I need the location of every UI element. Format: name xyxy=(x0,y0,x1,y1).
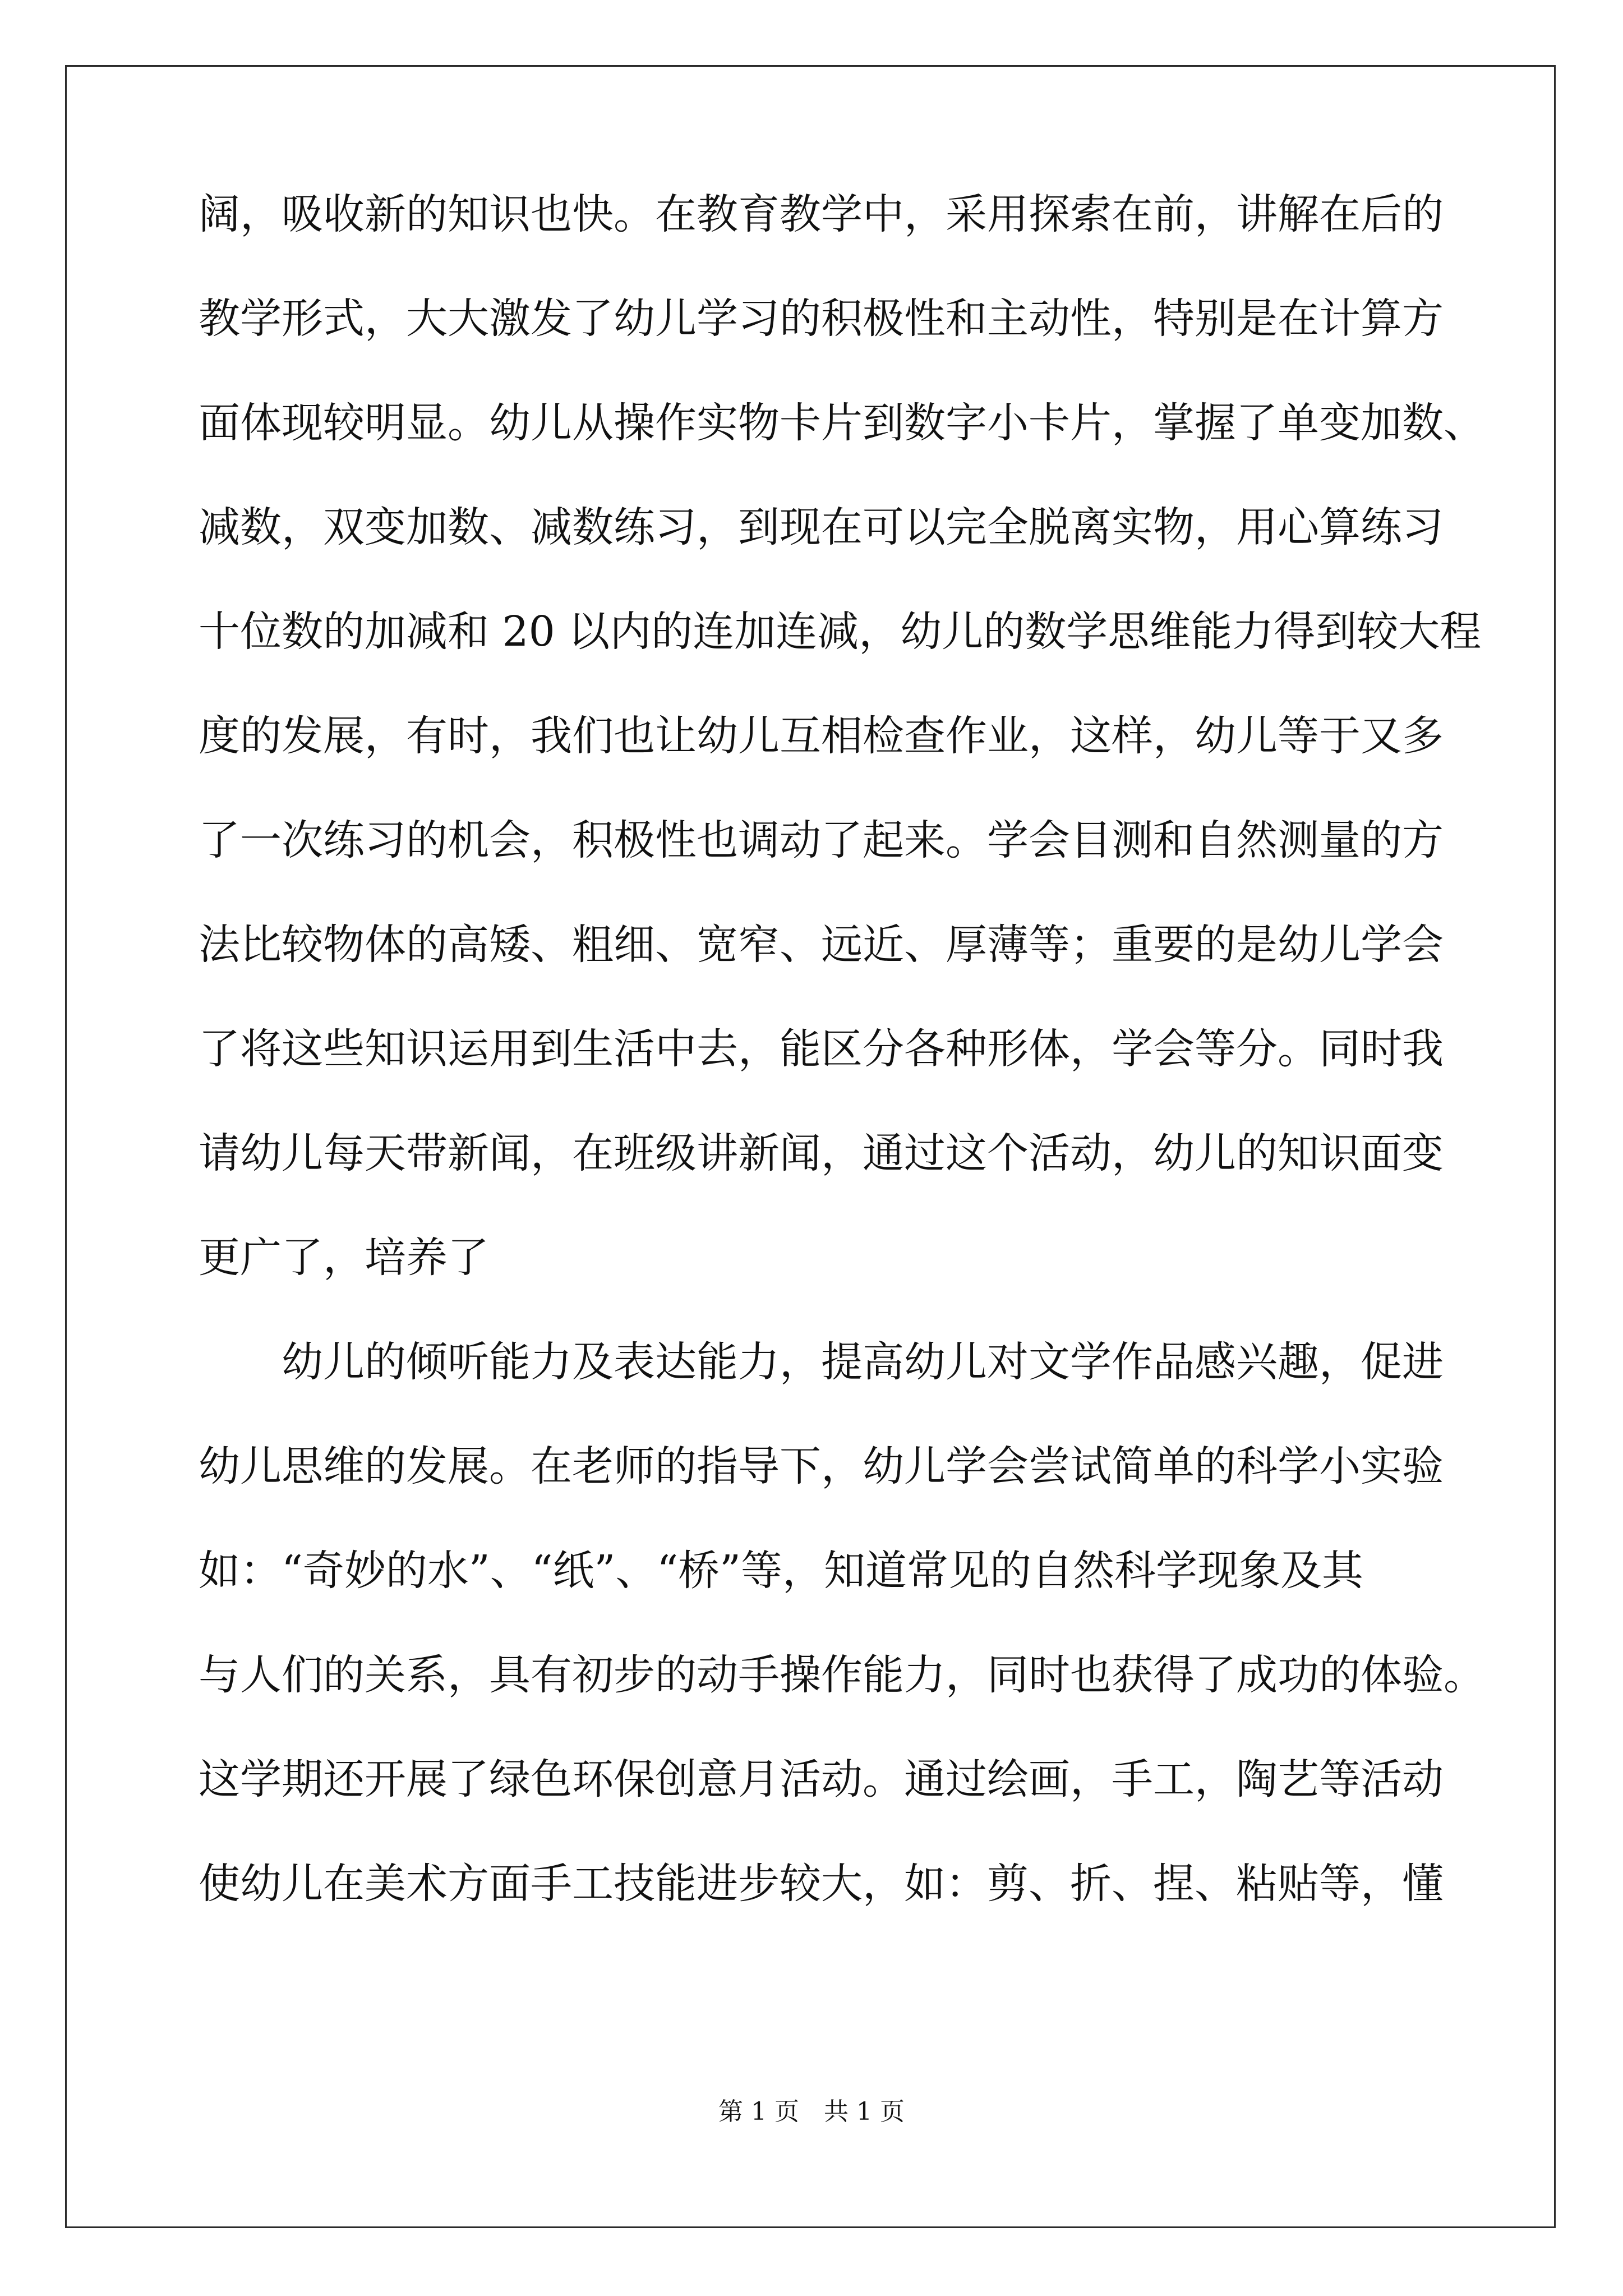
text-line-3: 面体现较明显。幼儿从操作实物卡片到数字小卡片，掌握了单变加数、 xyxy=(199,399,1485,447)
text-line-9: 了将这些知识运用到生活中去，能区分各种形体，学会等分。同时我 xyxy=(199,1025,1444,1073)
page-number-footer: 第 1 页 共 1 页 xyxy=(718,2097,905,2126)
text-line-2: 教学形式，大大激发了幼儿学习的积极性和主动性，特别是在计算方 xyxy=(199,295,1444,343)
text-line-16: 这学期还开展了绿色环保创意月活动。通过绘画，手工，陶艺等活动 xyxy=(199,1755,1444,1803)
text-line-15: 与人们的关系，具有初步的动手操作能力，同时也获得了成功的体验。 xyxy=(199,1651,1485,1699)
text-line-6: 度的发展，有时，我们也让幼儿互相检查作业，这样，幼儿等于又多 xyxy=(199,712,1444,760)
text-line-5: 十位数的加减和 20 以内的连加连减，幼儿的数学思维能力得到较大程 xyxy=(199,608,1482,656)
text-line-1: 阔，吸收新的知识也快。在教育教学中，采用探索在前，讲解在后的 xyxy=(199,190,1444,238)
text-line-7: 了一次练习的机会，积极性也调动了起来。学会目测和自然测量的方 xyxy=(199,816,1444,864)
text-line-14: 如：“奇妙的水”、“纸”、“桥”等，知道常见的自然科学现象及其 xyxy=(199,1547,1363,1595)
text-line-8: 法比较物体的高矮、粗细、宽窄、远近、厚薄等；重要的是幼儿学会 xyxy=(199,921,1444,969)
text-line-17: 使幼儿在美术方面手工技能进步较大，如：剪、折、捏、粘贴等，懂 xyxy=(199,1860,1444,1908)
text-line-4: 减数，双变加数、减数练习，到现在可以完全脱离实物，用心算练习 xyxy=(199,503,1444,551)
text-line-13: 幼儿思维的发展。在老师的指导下，幼儿学会尝试简单的科学小实验 xyxy=(199,1442,1444,1490)
text-line-11: 更广了，培养了 xyxy=(199,1234,489,1282)
text-line-12: 幼儿的倾听能力及表达能力，提高幼儿对文学作品感兴趣，促进 xyxy=(199,1338,1444,1386)
text-line-10: 请幼儿每天带新闻，在班级讲新闻，通过这个活动，幼儿的知识面变 xyxy=(199,1129,1444,1177)
